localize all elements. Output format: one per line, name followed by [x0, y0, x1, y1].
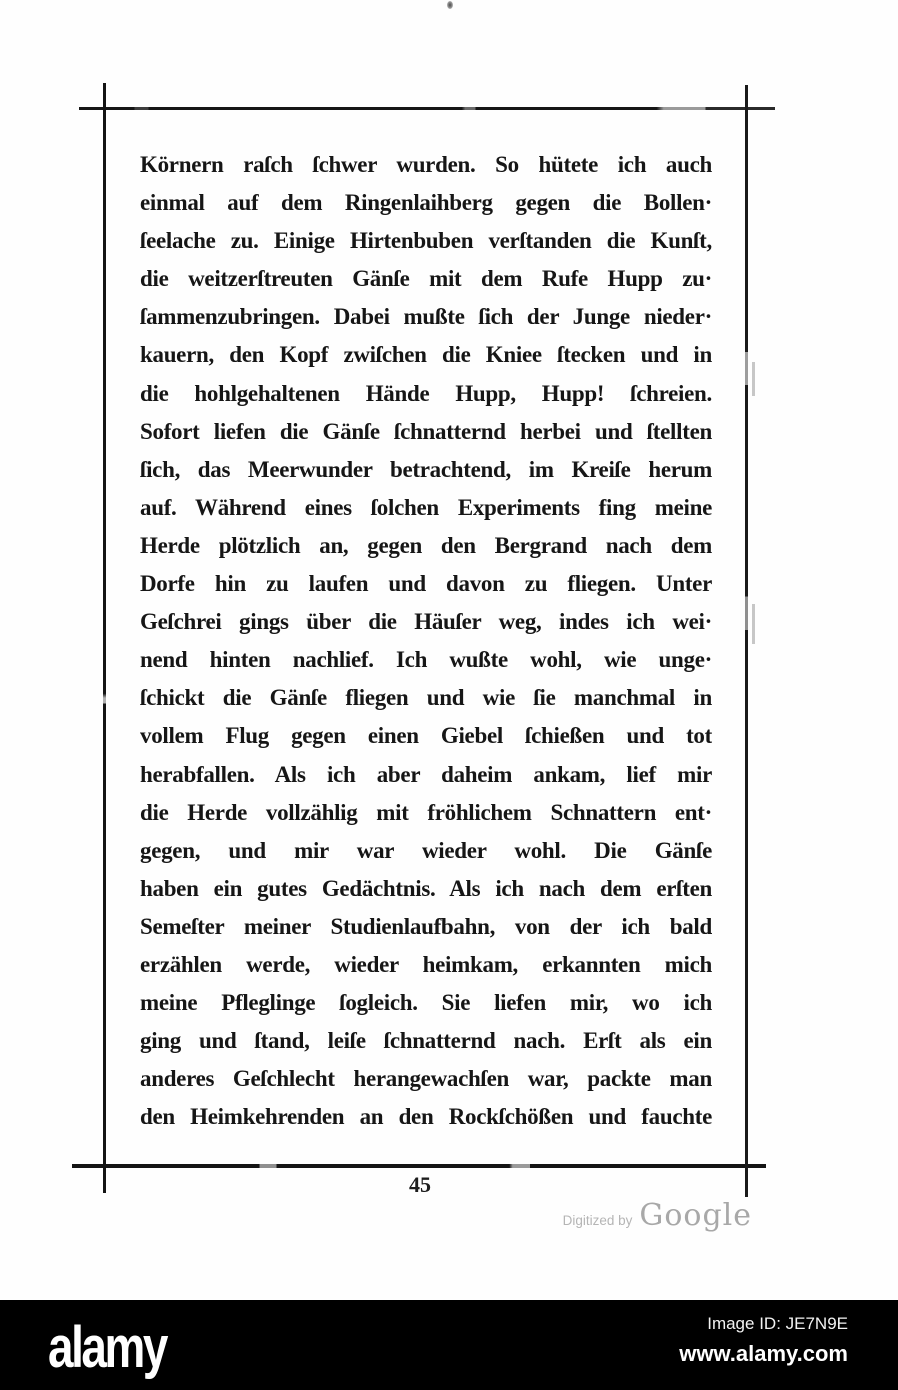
text-line: Dorfe hin zu laufen und davon zu fliegen. Unter: [140, 571, 712, 597]
text-line: einmal auf dem Ringenlaihberg gegen die Bollen·: [140, 190, 712, 216]
page-border-bottom-rule: [72, 1164, 766, 1168]
page-number: 45: [409, 1172, 431, 1197]
alamy-logo: alamy: [48, 1313, 166, 1380]
text-line: ſeelache zu. Einige Hirtenbuben verſtanden die Kunſt,: [140, 228, 712, 254]
text-line: Sofort liefen die Gänſe ſchnatternd herbei und ſtellten: [140, 418, 712, 444]
text-line: Körnern raſch ſchwer wurden. So hütete ich auch: [140, 152, 712, 177]
text-line: anderes Geſchlecht herangewachſen war, packte man: [140, 1066, 712, 1092]
page-border-right-rule: [745, 85, 748, 1197]
google-digitized-watermark: [563, 1198, 752, 1233]
image-id-label: Image ID: JE7N9E: [707, 1314, 848, 1333]
alamy-footer-bar: [0, 1300, 898, 1390]
text-line: erzählen werde, wieder heimkam, erkannten mich: [140, 951, 712, 977]
scan-speck-artifact: [447, 1, 453, 9]
scan-smudge-artifact: [752, 604, 755, 644]
text-line: Geſchrei gings über die Häuſer weg, indes ich wei·: [140, 609, 712, 635]
alamy-url-label: www.alamy.com: [679, 1341, 848, 1366]
google-wordmark: Google: [639, 1198, 752, 1233]
text-line: ſich, das Meerwunder betrachtend, im Kreiſe herum: [140, 456, 712, 482]
text-line: gegen, und mir war wieder wohl. Die Gänſe: [140, 837, 712, 863]
text-line: den Heimkehrenden an den Rockſchößen und fauchte: [140, 1104, 712, 1130]
body-text-block: [140, 146, 712, 1136]
text-line: ſammenzubringen. Dabei mußte ſich der Junge nieder·: [140, 304, 712, 330]
text-line: die Herde vollzählig mit fröhlichem Schnattern ent·: [140, 799, 712, 825]
text-line: ging und ſtand, leiſe ſchnatternd nach. Erſt als ein: [140, 1028, 712, 1054]
text-line: meine Pfleglinge ſogleich. Sie liefen mir, wo ich: [140, 990, 712, 1016]
text-line: vollem Flug gegen einen Giebel ſchießen und tot: [140, 723, 712, 749]
scan-smudge-artifact: [752, 362, 755, 396]
text-line: auf. Während eines ſolchen Experiments fing meine: [140, 494, 712, 520]
text-line: nend hinten nachlief. Ich wußte wohl, wie unge·: [140, 647, 712, 673]
text-line: die hohlgehaltenen Hände Hupp, Hupp! ſchreien.: [140, 380, 712, 406]
text-line: herabfallen. Als ich aber daheim ankam, lief mir: [140, 761, 712, 787]
text-line: ſchickt die Gänſe fliegen und wie ſie manchmal in: [140, 685, 712, 711]
text-line: kauern, den Kopf zwiſchen die Kniee ſtecken und in: [140, 342, 712, 368]
digitized-by-label: Digitized by: [562, 1213, 633, 1228]
footer-info: [679, 1314, 848, 1367]
page-border-left-rule: [103, 83, 106, 1193]
text-line: Herde plötzlich an, gegen den Bergrand nach dem: [140, 532, 712, 558]
text-line: die weitzerſtreuten Gänſe mit dem Rufe Hupp zu·: [140, 266, 712, 292]
page-border-top-rule: [79, 107, 775, 110]
text-line: Semeſter meiner Studienlaufbahn, von der ich bald: [140, 913, 712, 939]
text-line: haben ein gutes Gedächtnis. Als ich nach dem erſten: [140, 875, 712, 901]
